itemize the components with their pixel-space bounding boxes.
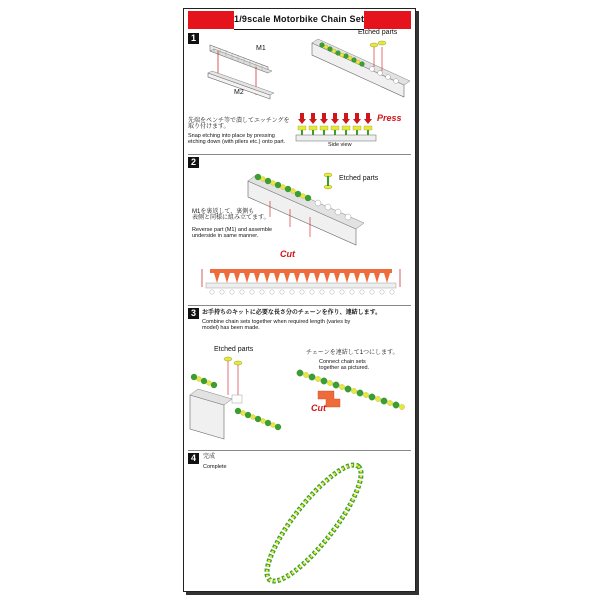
step-divider-1 — [188, 154, 411, 155]
step-1-parts-drawing — [198, 37, 298, 107]
title-box — [234, 11, 364, 30]
step-4-number: 4 — [188, 453, 199, 464]
page-title: 1/9scale Motorbike Chain Set — [234, 14, 365, 24]
part-label-m2: M2 — [234, 89, 244, 96]
step-1-etched-assembly — [308, 37, 414, 109]
step-2-etched-label: Etched parts — [339, 175, 379, 182]
step-3-connect-jp: チェーンを連結して1つにします。 — [306, 350, 399, 356]
step-2-cut-label: Cut — [280, 249, 295, 259]
step-1-etched-label: Etched parts — [358, 29, 398, 36]
step-3-etched-drawing — [188, 355, 286, 439]
press-label: Press — [377, 113, 402, 123]
step-3-text-jp: お手持ちのキットに必要な長さ分のチェーンを作り、連結します。 — [202, 310, 382, 316]
step-3-text-en: Combine chain sets together when required length (varies by model) has been made. — [202, 319, 351, 332]
step-4-text-en: Complete — [203, 464, 227, 470]
step-4-text-jp: 完成 — [203, 454, 216, 460]
step-divider-2 — [188, 305, 411, 306]
title-bar — [188, 11, 411, 29]
step-3-etched-label: Etched parts — [214, 346, 254, 353]
side-view-label: Side view — [328, 142, 352, 148]
step-divider-3 — [188, 450, 411, 451]
step-2-text-jp: M1を裏返して、裏側も 表側と同様に組み立てます。 — [192, 209, 270, 222]
step-3-connect-en: Connect chain sets together as pictured. — [319, 359, 370, 372]
instruction-sheet — [183, 8, 416, 592]
step-3-number: 3 — [188, 308, 199, 319]
step-2-number: 2 — [188, 157, 199, 168]
step-3-connect-drawing — [294, 361, 412, 433]
step-1-text-en: Snap etching into place by pressing etching down (with pilers etc.) onto part. — [188, 133, 286, 146]
step-1-text-jp: 先端をペンチ等で潰してエッチングを 取り付けます。 — [188, 118, 290, 131]
part-label-m1: M1 — [256, 45, 266, 52]
step-1-number: 1 — [188, 33, 199, 44]
step-3-cut-label: Cut — [311, 403, 326, 413]
complete-chain-loop — [234, 461, 394, 585]
step-2-text-en: Reverse part (M1) and assemble underside in same manner. — [192, 227, 273, 240]
step-2-cut-diagram — [200, 263, 402, 299]
